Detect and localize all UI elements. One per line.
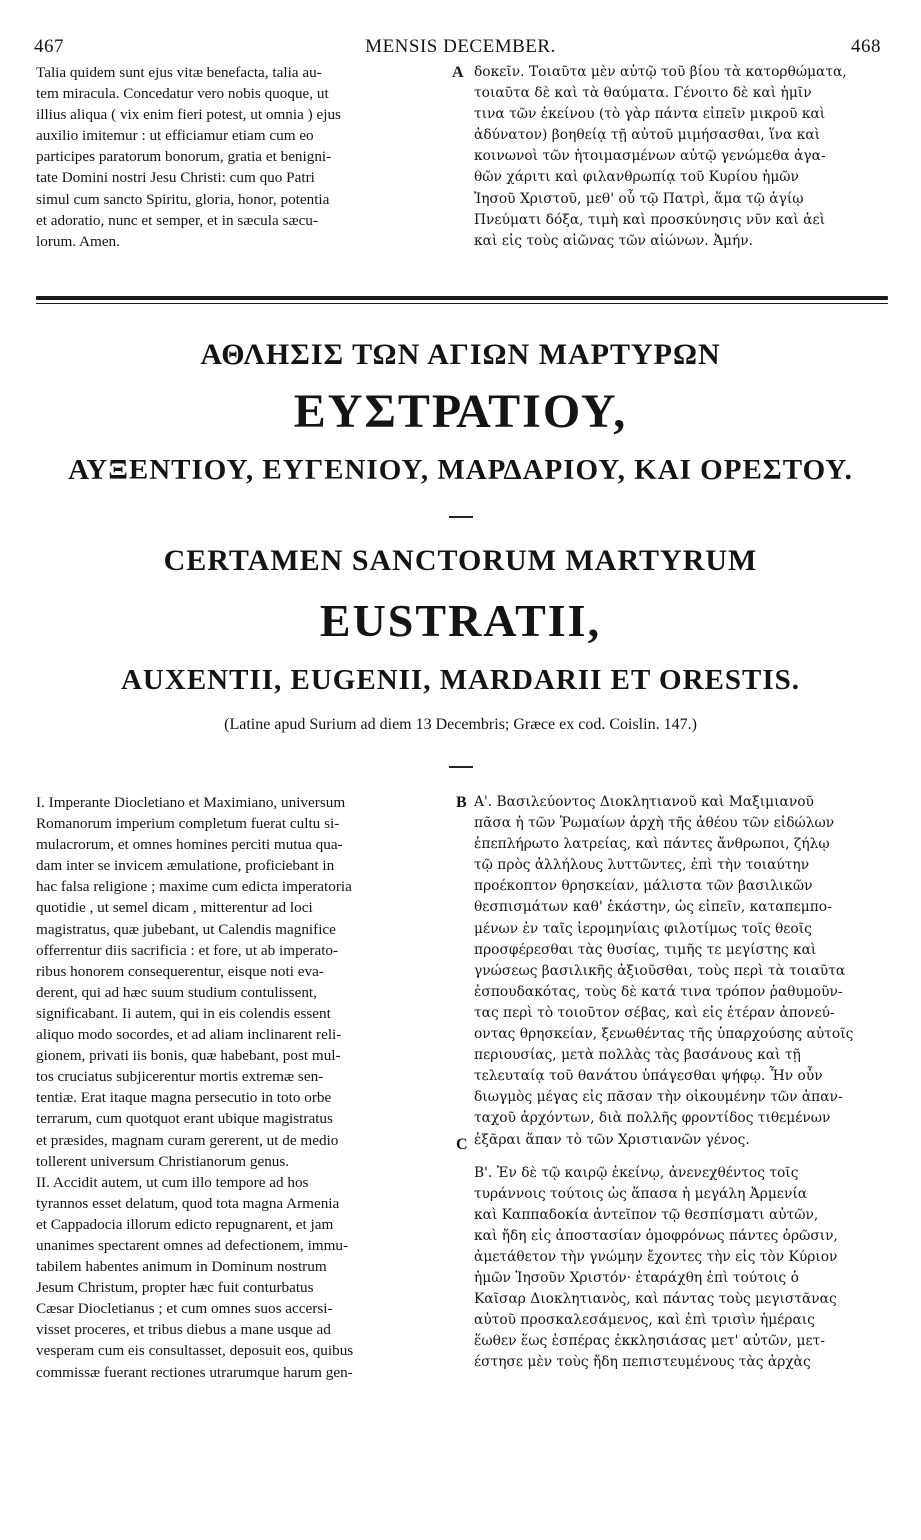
- text-line: significabant. Ii autem, qui in eis colendis essent: [36, 1004, 331, 1022]
- greek-title-line-1: ΑΘΛΗΣΙΣ ΤΩΝ ΑΓΙΩΝ ΜΑΡΤΥΡΩΝ: [200, 338, 721, 371]
- text-line: vesperam cum eis consultasset, deposuit eos, quibus: [36, 1342, 354, 1360]
- latin-paragraph-1: [36, 792, 448, 1172]
- text-line: τῷ πρὸς ἀλλήλους λυττῶντες, ἐπὶ τὴν τοιαύτην: [474, 857, 810, 874]
- text-line: ἀμετάθετον τὴν γνώμην ἔχοντες τὴν εἰς τὸν Κύριον: [474, 1248, 838, 1265]
- latin-title-line-2: EUSTRATII,: [319, 595, 602, 646]
- text-line: γνώσεως βασιλικῆς ἀξιοῦσθαι, τοὺς περὶ τὰ τοιαῦτα: [474, 962, 846, 979]
- text-line: Πνεύματι δόξα, τιμὴ καὶ προσκύνησις νῦν καὶ ἀεὶ: [474, 211, 826, 228]
- text-line: θεσπισμάτων καθ' ἑκάστην, ὡς εἰπεῖν, καταπεμπο-: [474, 899, 832, 916]
- latin-title-line-3: AUXENTII, EUGENII, MARDARII ET ORESTIS.: [120, 664, 801, 696]
- text-line: mulacrorum, et omnes homines perciti mutua qua-: [36, 836, 343, 854]
- text-line: terrarum, cum quotquot erant ubique magistratus: [36, 1110, 333, 1128]
- text-line: unanimes spectarent omnes ad defectionem, immu-: [36, 1236, 349, 1254]
- text-line: αὐτοῦ προσκαλεσάμενος, καὶ ἐπὶ τρισὶν ἡμέραις: [474, 1312, 815, 1329]
- text-line: hac falsa religione ; maxime cum edicta imperatoria: [36, 878, 352, 896]
- text-line: περιουσίας, μετὰ πολλὰς τὰς βασάνους καὶ τῇ: [474, 1047, 801, 1064]
- text-line: Romanorum imperium completum fuerat cultu si-: [36, 815, 340, 833]
- page-number-left: 467: [34, 36, 64, 57]
- text-line: auxilio imitemur : ut efficiamur etiam cum eo: [36, 127, 314, 145]
- latin-paragraph-2: [36, 1172, 448, 1383]
- text-line: καὶ ἤδη εἰς ἀποστασίαν ὁμοφρόνως πάντες ὁρῶσιν,: [474, 1227, 838, 1244]
- text-line: ἕωθεν ἕως ἑσπέρας ἐκκλησιάσας μετ' αὐτῶν, μετ-: [474, 1333, 825, 1350]
- text-line: Α'. Βασιλεύοντος Διοκλητιανοῦ καὶ Μαξιμιανοῦ: [474, 794, 814, 810]
- text-line: tate Domini nostri Jesu Christi: cum quo Patri: [36, 169, 315, 187]
- text-line: οντας θρησκείαν, ξενωθέντας τῆς ὑπαρχούσης αὐτοῖς: [474, 1026, 854, 1043]
- text-line: derent, qui ad hæc suum studium contulissent,: [36, 983, 317, 1001]
- text-line: ταχοῦ ἀρχόντων, διὰ πολλῆς φροντίδος τιθεμένων: [474, 1110, 831, 1127]
- text-line: tabilem habentes animum in Dominum nostrum: [36, 1258, 327, 1276]
- text-line: ἀδύνατον) βοηθείᾳ τῇ αὐτοῦ μιμήσασθαι, ἵνα καὶ: [474, 127, 821, 144]
- text-line: Β'. Ἐν δὲ τῷ καιρῷ ἐκείνῳ, ἀνενεχθέντος τοῖς: [474, 1164, 799, 1181]
- text-line: κοινωνοὶ τῶν ἡτοιμασμένων αὐτῷ γενώμεθα ἀγα-: [474, 148, 826, 165]
- text-line: προσφέρεσθαι τὰς θυσίας, τιμῆς τε μεγίστης καὶ: [474, 941, 817, 958]
- text-line: tos cruciatus subjicerentur mortis extremæ sen-: [36, 1068, 324, 1086]
- text-line: προέκοπτον θρησκείαν, μάλιστα τῶν βασιλικῶν: [474, 878, 813, 895]
- text-line: θῶν χάριτι καὶ φιλανθρωπίᾳ τοῦ Κυρίου ἡμῶν: [474, 169, 799, 186]
- source-note: (Latine apud Surium ad diem 13 Decembris; Græce ex cod. Coislin. 147.): [224, 716, 697, 733]
- text-line: καὶ Καππαδοκία ἀντεῖπον τῷ θεσπίσματι αὐτῶν,: [474, 1206, 819, 1223]
- greek-title-line-2: ΕΥΣΤΡΑΤΙΟΥ,: [293, 385, 628, 438]
- text-line: tem miracula. Concedatur vero nobis quoque, ut: [36, 85, 329, 103]
- text-line: τελευταίᾳ τοῦ θανάτου ὑπάγεσθαι ψήφῳ. Ἦν οὖν: [474, 1068, 823, 1085]
- text-line: ἐσπουδακότας, τοὺς δὲ κατά τινα τρόπον ῥαθυμοῦν-: [474, 983, 843, 1000]
- latin-column-top: [36, 62, 444, 252]
- text-line: dam inter se invicem æmulatione, proficiebant in: [36, 857, 335, 875]
- text-line: μένων ἐν ταῖς ἱερομηνίαις φιλοτίμως τοῖς θεοῖς: [474, 920, 812, 937]
- text-line: Καῖσαρ Διοκλητιανὸς, καὶ πάντας τοὺς μεγιστᾶνας: [474, 1291, 837, 1308]
- text-line: Ἰησοῦ Χριστοῦ, μεθ' οὗ τῷ Πατρὶ, ἅμα τῷ ἁγίῳ: [474, 190, 804, 207]
- text-line: gionem, privati iis bonis, quæ habebant, post mul-: [36, 1047, 341, 1065]
- text-line: tyrannos esset delatum, quod tota magna Armenia: [36, 1194, 340, 1212]
- text-line: illius aliqua ( vix enim fieri potest, ut omnia ) ejus: [36, 106, 341, 124]
- text-line: δοκεῖν. Τοιαῦτα μὲν αὐτῷ τοῦ βίου τὰ κατορθώματα,: [474, 64, 847, 80]
- running-title: MENSIS DECEMBER.: [365, 36, 556, 57]
- text-line: participes paratorum bonorum, gratia et benigni-: [36, 148, 332, 166]
- text-line: Talia quidem sunt ejus vitæ benefacta, talia au-: [36, 64, 322, 81]
- text-line: τας περὶ τὸ τοιοῦτον σέβας, καὶ εἰς ἑτέραν ἀπονεύ-: [474, 1004, 835, 1021]
- text-line: tollerent universum Christianorum genus.: [36, 1152, 290, 1170]
- greek-paragraph-2: [474, 1163, 892, 1374]
- text-line: aliquo modo socordes, et ad aliam inclinarent reli-: [36, 1026, 342, 1044]
- text-line: et Cappadocia illorum edicto repugnarent, et jam: [36, 1215, 334, 1233]
- text-line: offerrentur diis sacrificia : et fore, ut ab imperato-: [36, 941, 339, 959]
- text-line: διωγμὸς μέγας εἰς πᾶσαν τὴν οἰκουμένην τῶν ἁπαν-: [474, 1089, 843, 1106]
- text-line: visset proceres, et tribus diebus a mane usque ad: [36, 1321, 331, 1339]
- margin-marker-a: A: [452, 64, 464, 81]
- text-line: simul cum sancto Spiritu, gloria, honor, potentia: [36, 190, 330, 208]
- text-line: ἐπεπλήρωτο λατρείας, καὶ πάντες ἄνθρωποι, ζήλῳ: [474, 836, 830, 853]
- greek-column-bottom: [474, 792, 892, 1374]
- text-line: καὶ εἰς τοὺς αἰῶνας τῶν αἰώνων. Ἀμήν.: [474, 232, 754, 249]
- text-line: ἡμῶν Ἰησοῦν Χριστόν· ἐταράχθη ἐπὶ τούτοις ὁ: [474, 1270, 799, 1287]
- text-line: lorum. Amen.: [36, 232, 120, 250]
- section-divider-thick: [36, 296, 888, 300]
- text-line: τυράννοις τούτοις ὡς ἅπασα ἡ μεγάλη Ἀρμενία: [474, 1185, 808, 1202]
- latin-title-line-1: CERTAMEN SANCTORUM MARTYRUM: [163, 544, 758, 577]
- greek-title-line-3: ΑΥΞΕΝΤΙΟΥ, ΕΥΓΕΝΙΟΥ, ΜΑΡΔΑΡΙΟΥ, ΚΑΙ ΟΡΕΣΤΟΥ.: [68, 454, 853, 486]
- text-line: πᾶσα ἡ τῶν Ῥωμαίων ἀρχὴ τῆς ἀθέου τῶν εἰδώλων: [474, 815, 835, 832]
- text-line: Cæsar Diocletianus ; et cum omnes suos accersi-: [36, 1300, 333, 1318]
- text-line: ἐξᾶραι ἅπαν τὸ τῶν Χριστιανῶν γένος.: [474, 1131, 750, 1148]
- text-line: έστησε μὲν τοὺς ἤδη πεπιστευμένους τὰς ἀρχὰς: [474, 1354, 811, 1371]
- title-divider-1: [449, 516, 473, 518]
- text-line: magistratus, quæ jubebant, ut Calendis magnifice: [36, 920, 336, 938]
- text-line: ribus honorem consequerentur, eisque noti eva-: [36, 962, 324, 980]
- section-divider-thin: [36, 303, 888, 304]
- margin-marker-b: B: [456, 794, 467, 811]
- text-line: τινα τῶν ἐκείνου (τὸ γὰρ πάντα εἰπεῖν μικροῦ καὶ: [474, 106, 826, 123]
- text-line: quotidie , ut semel dicam , mitterentur ad loci: [36, 899, 313, 917]
- page-number-right: 468: [851, 36, 881, 57]
- text-line: et adoratio, nunc et semper, et in sæcula sæcu-: [36, 211, 318, 229]
- text-line: I. Imperante Diocletiano et Maximiano, universum: [36, 794, 346, 811]
- latin-column-bottom: [36, 792, 448, 1383]
- text-line: Jesum Christum, propter hæc fuit conturbatus: [36, 1279, 314, 1297]
- title-divider-2: [449, 766, 473, 768]
- greek-column-top: [474, 62, 886, 252]
- text-line: et præsides, magnam curam gererent, ut de medio: [36, 1131, 339, 1149]
- text-line: τοιαῦτα δὲ καὶ τὰ θαύματα. Γένοιτο δὲ καὶ ἡμῖν: [474, 85, 812, 102]
- text-line: tentiæ. Erat itaque magna persecutio in toto orbe: [36, 1089, 332, 1107]
- text-line: II. Accidit autem, ut cum illo tempore ad hos: [36, 1173, 309, 1191]
- text-line: commissæ fuerant rectiones utrarumque harum gen-: [36, 1363, 353, 1381]
- greek-paragraph-1: [474, 792, 892, 1151]
- paragraph-gap: [474, 1151, 892, 1163]
- margin-marker-c: C: [456, 1136, 468, 1153]
